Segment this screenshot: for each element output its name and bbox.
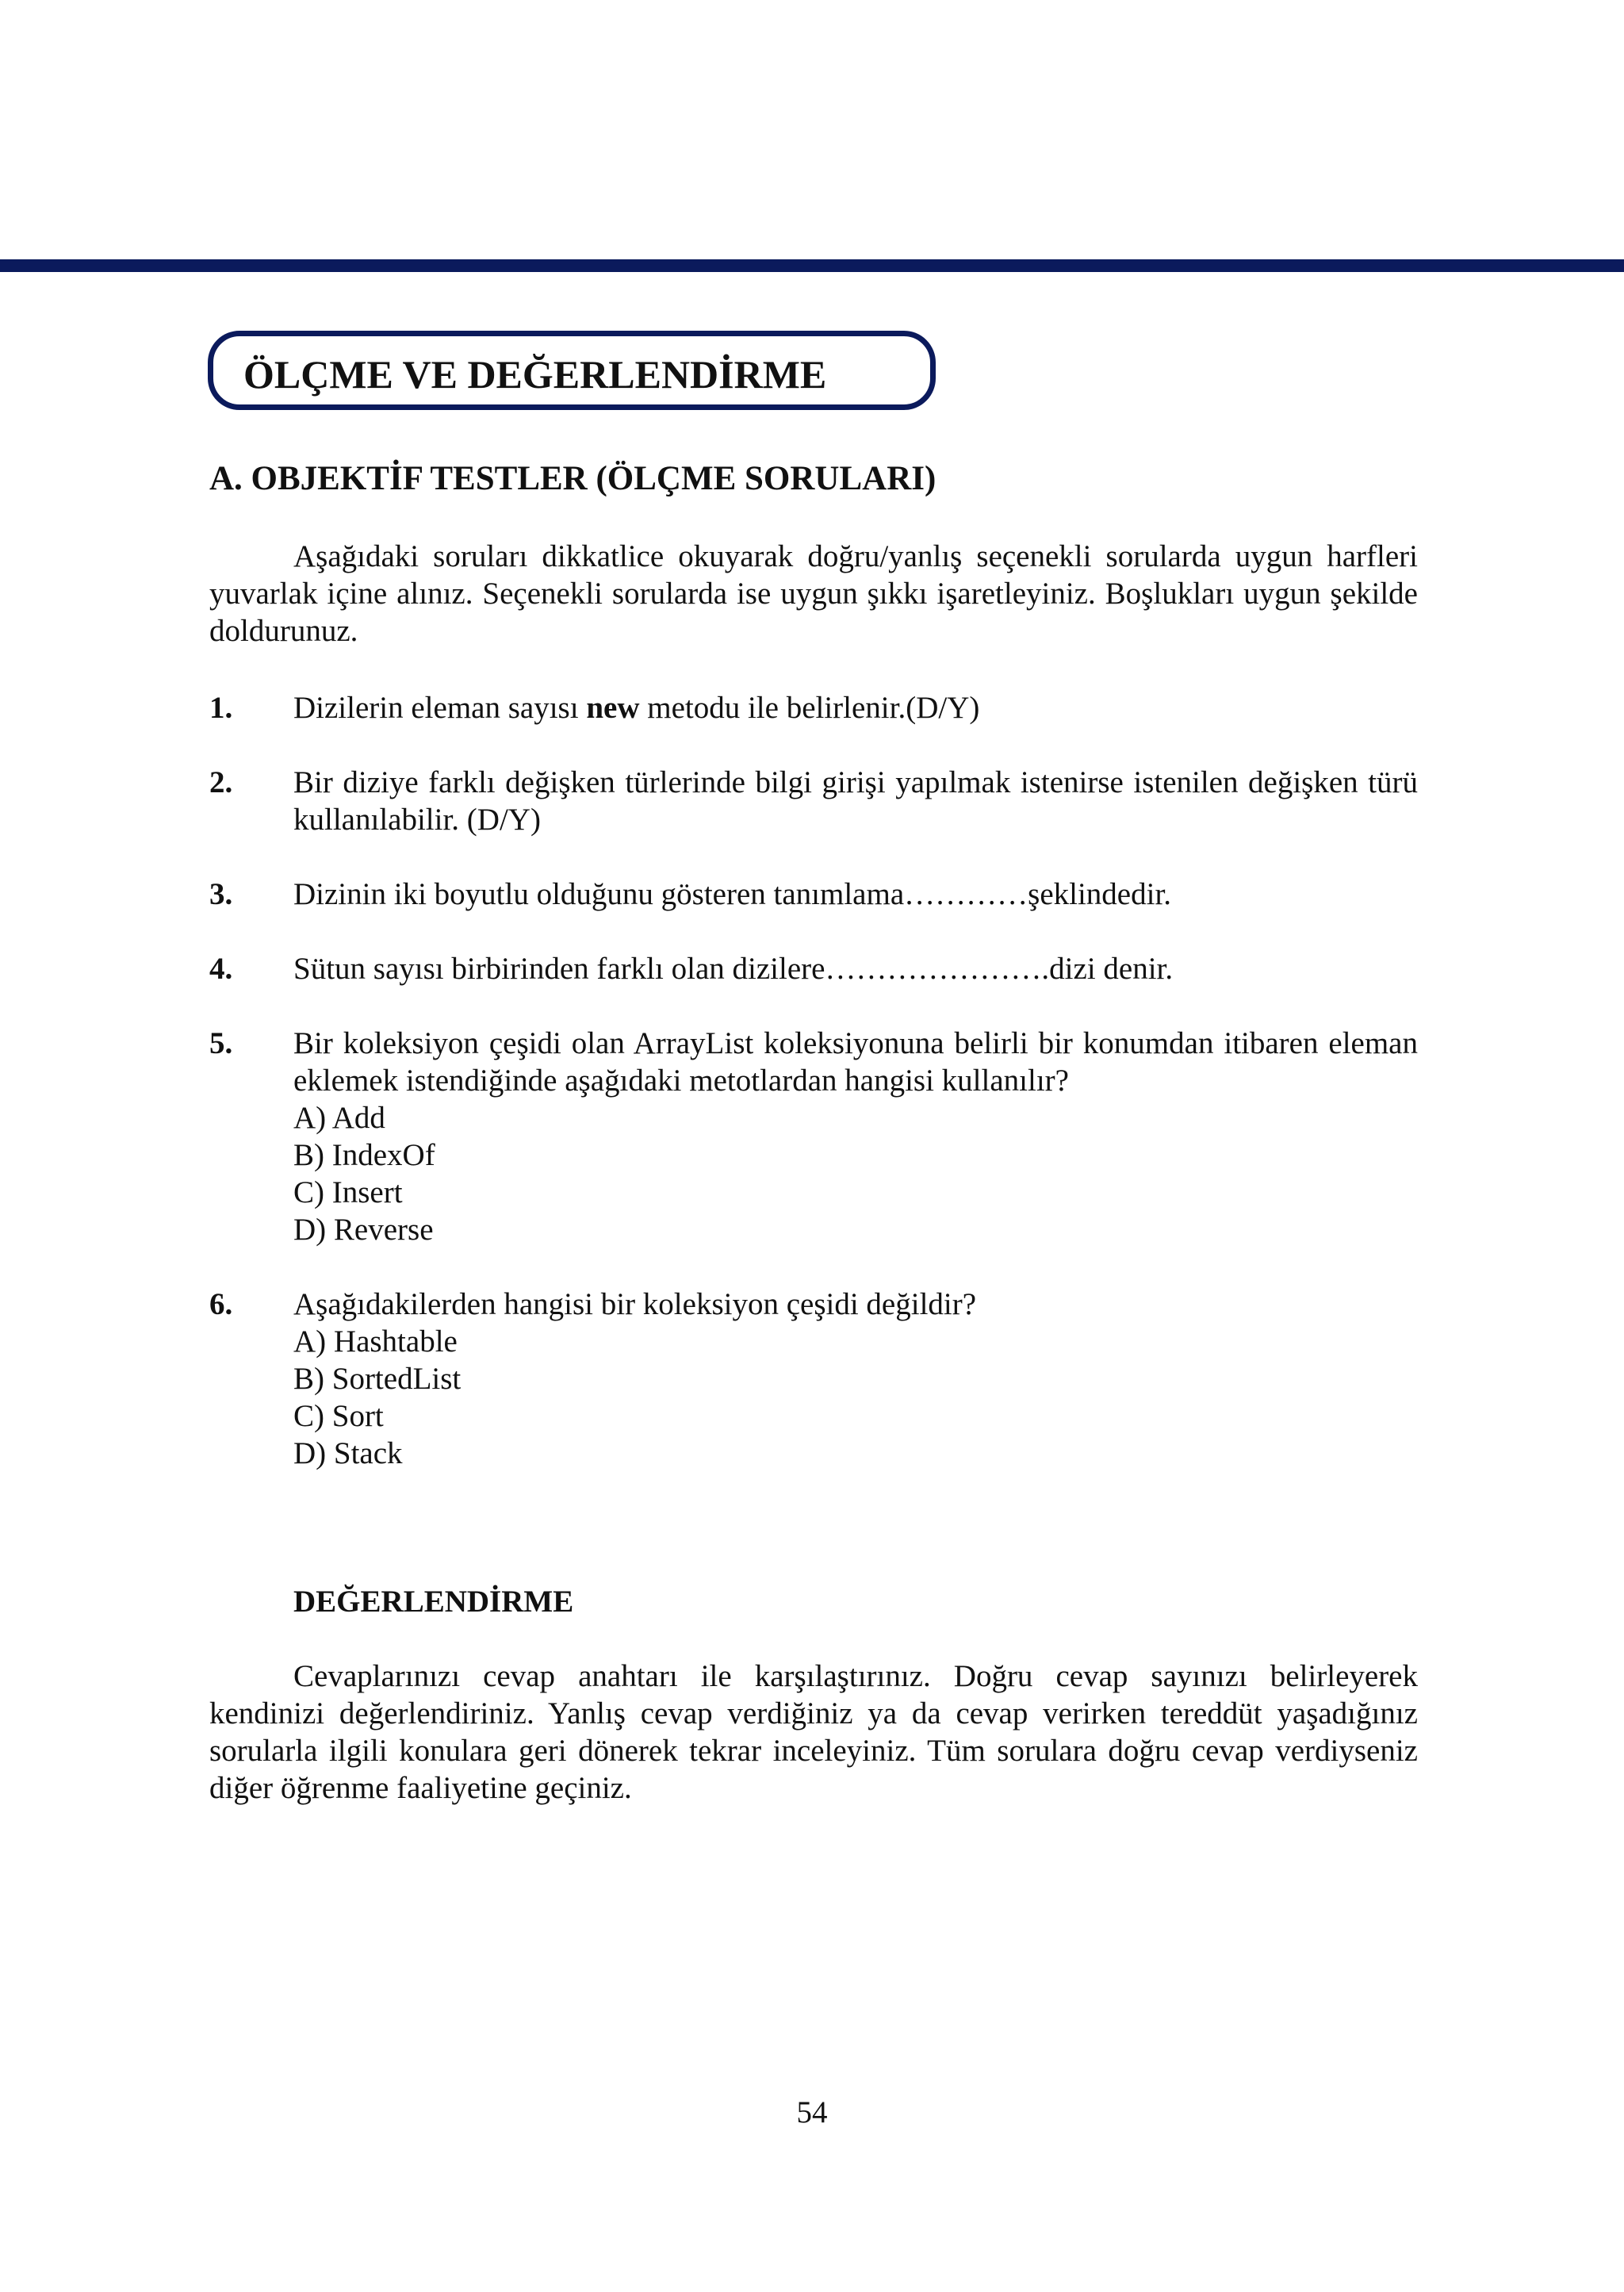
question-text-part: metodu ile belirlenir.(D/Y)	[639, 691, 980, 725]
option-a: A) Add	[293, 1101, 385, 1135]
question-6	[209, 1286, 1418, 1472]
option-c: C) Insert	[293, 1175, 403, 1209]
question-number: 3.	[209, 877, 233, 911]
question-body	[293, 1286, 1418, 1472]
option-d: D) Reverse	[293, 1213, 434, 1247]
option-d: D) Stack	[293, 1436, 403, 1470]
evaluation-heading: DEĞERLENDİRME	[293, 1585, 574, 1619]
intro-paragraph: Aşağıdaki soruları dikkatlice okuyarak doğru/yanlış seçenekli sorularda uygun harfleri yuvarlak içine alınız. Seçenekli sorularda ise uygun şıkkı işaretleyiniz. Boşlukları uygun şekilde doldurunuz.	[209, 539, 1418, 648]
question-number: 6.	[209, 1287, 233, 1321]
question-text: Aşağıdakilerden hangisi bir koleksiyon çeşidi değildir?	[293, 1287, 977, 1321]
question-keyword: new	[586, 691, 640, 725]
page-number: 54	[796, 2095, 828, 2129]
question-text: Bir koleksiyon çeşidi olan ArrayList koleksiyonuna belirli bir konumdan itibaren eleman eklemek istendiğinde aşağıdaki metotlardan hangisi kullanılır?	[293, 1026, 1418, 1098]
option-b: B) SortedList	[293, 1362, 462, 1396]
section-heading: A. OBJEKTİF TESTLER (ÖLÇME SORULARI)	[209, 460, 936, 497]
question-4	[209, 950, 1418, 987]
question-text-part: Dizilerin eleman sayısı	[293, 691, 587, 725]
header-rule	[0, 259, 1624, 272]
question-5	[209, 1025, 1418, 1248]
question-number: 5.	[209, 1026, 233, 1060]
evaluation-paragraph: Cevaplarınızı cevap anahtarı ile karşılaştırınız. Doğru cevap sayınızı belirleyerek kendinizi değerlendiriniz. Yanlış cevap verdiğiniz ya da cevap verirken tereddüt yaşadığınız sorularla ilgili konulara geri dönerek tekrar inceleyiniz. Tüm sorulara doğru cevap verdiyseniz diğer öğrenme faaliyetine geçiniz.	[209, 1659, 1418, 1805]
question-number: 2.	[209, 765, 233, 799]
option-a: A) Hashtable	[293, 1324, 458, 1359]
question-text: Sütun sayısı birbirinden farklı olan dizilere………………….dizi denir.	[293, 952, 1174, 986]
option-b: B) IndexOf	[293, 1138, 435, 1172]
question-number: 4.	[209, 952, 233, 986]
option-c: C) Sort	[293, 1399, 384, 1433]
question-number: 1.	[209, 691, 233, 725]
question-3	[209, 876, 1418, 913]
question-2	[209, 764, 1418, 838]
question-1	[209, 689, 1418, 726]
title-frame	[208, 331, 936, 410]
question-body	[293, 1025, 1418, 1248]
page-title: ÖLÇME VE DEĞERLENDİRME	[243, 352, 827, 397]
question-text: Bir diziye farklı değişken türlerinde bilgi girişi yapılmak istenirse istenilen değişken türü kullanılabilir. (D/Y)	[293, 765, 1418, 837]
question-text: Dizinin iki boyutlu olduğunu gösteren tanımlama…………şeklindedir.	[293, 877, 1172, 911]
question-text	[293, 689, 1418, 726]
